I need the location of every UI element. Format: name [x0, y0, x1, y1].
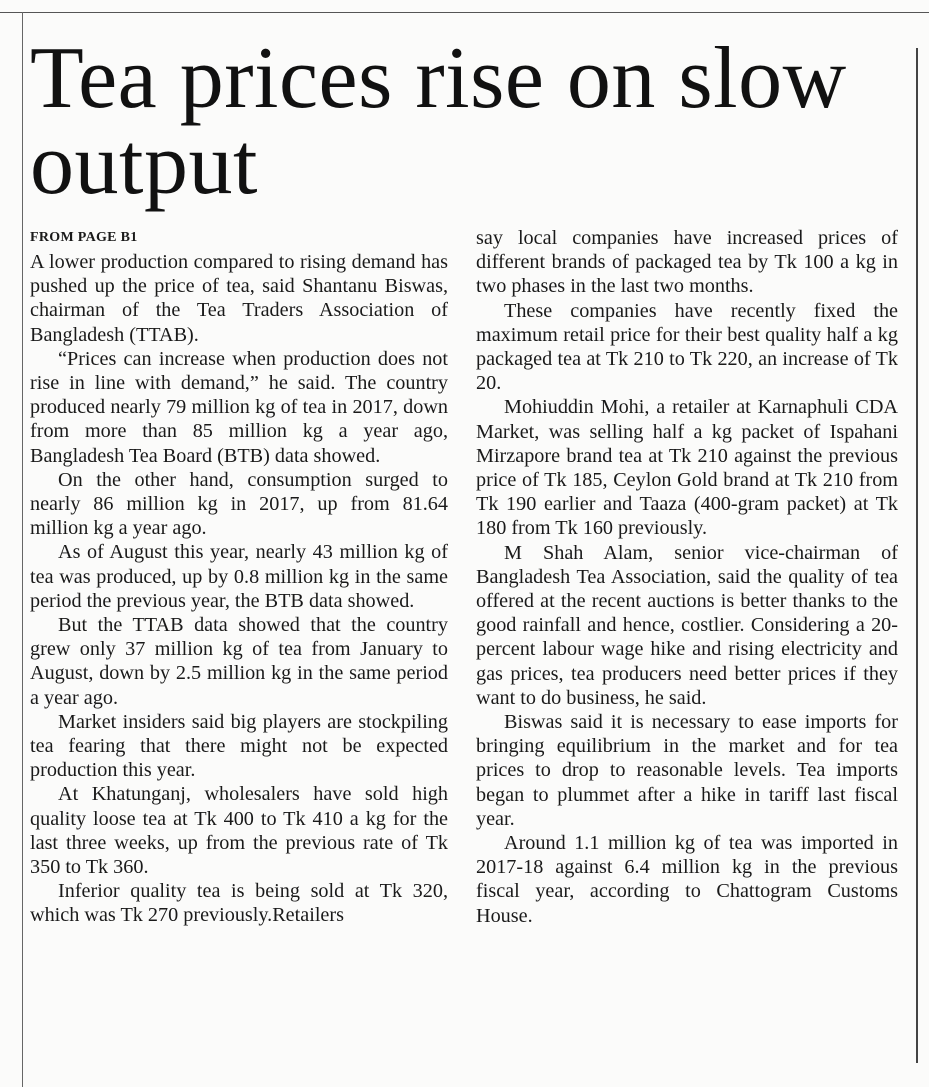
kicker: FROM PAGE B1 — [30, 230, 138, 245]
paragraph: A lower production compared to rising demand has pushed up the price of tea, said Shantanu Biswas, chairman of the Tea Traders Association of Bangladesh (TTAB). — [30, 251, 448, 346]
paragraph: “Prices can increase when production does not rise in line with demand,” he said. The country produced nearly 79 million kg of tea in 2017, down from more than 85 million kg a year ago, Bangladesh Tea Board (BTB) data showed. — [30, 347, 448, 467]
paragraph: These companies have recently fixed the maximum retail price for their best quality half a kg packaged tea at Tk 210 to Tk 220, an increase of Tk 20. — [476, 299, 898, 395]
headline: Tea prices rise on slow output — [30, 30, 847, 213]
paragraph: As of August this year, nearly 43 million kg of tea was produced, up by 0.8 million kg in the same period the previous year, the BTB data showed. — [30, 541, 448, 612]
left-rule — [22, 12, 23, 1087]
paragraph: At Khatunganj, wholesalers have sold high quality loose tea at Tk 400 to Tk 410 a kg for the last three weeks, up from the previous rate of Tk 350 to Tk 360. — [30, 783, 448, 879]
article-column-left — [30, 226, 448, 928]
paragraph: Mohiuddin Mohi, a retailer at Karnaphuli CDA Market, was selling half a kg packet of Ispahani Mirzapore brand tea at Tk 210 against the previous price of Tk 185, Ceylon Gold brand at Tk 210 from Tk 190 earlier and Taaza (400-gram packet) at Tk 180 from Tk 160 previously. — [476, 396, 898, 540]
article-column-right — [476, 226, 898, 928]
paragraph: Biswas said it is necessary to ease imports for bringing equilibrium in the market and for tea prices to drop to reasonable levels. Tea imports began to plummet after a hike in tariff last fiscal year. — [476, 711, 898, 830]
paragraph: say local companies have increased prices of different brands of packaged tea by Tk 100 a kg in two phases in the last two months. — [476, 227, 898, 298]
paragraph: M Shah Alam, senior vice-chairman of Bangladesh Tea Association, said the quality of tea offered at the recent auctions is better thanks to the good rainfall and hence, costlier. Considering a 20-percent labour wage hike and rising electricity and gas prices, tea producers need better prices if they want to do business, he said. — [476, 541, 898, 709]
paragraph: But the TTAB data showed that the country grew only 37 million kg of tea from January to August, down by 2.5 million kg in the same period a year ago. — [30, 614, 448, 709]
paragraph: Market insiders said big players are stockpiling tea fearing that there might not be expected production this year. — [30, 710, 448, 782]
paragraph: Inferior quality tea is being sold at Tk 320, which was Tk 270 previously.Retailers — [30, 880, 448, 927]
top-rule — [0, 12, 929, 13]
column-rule — [916, 48, 918, 1063]
paragraph: Around 1.1 million kg of tea was imported in 2017-18 against 6.4 million kg in the previous fiscal year, according to Chattogram Customs House. — [476, 832, 898, 927]
paragraph: On the other hand, consumption surged to nearly 86 million kg in 2017, up from 81.64 million kg a year ago. — [30, 468, 448, 540]
